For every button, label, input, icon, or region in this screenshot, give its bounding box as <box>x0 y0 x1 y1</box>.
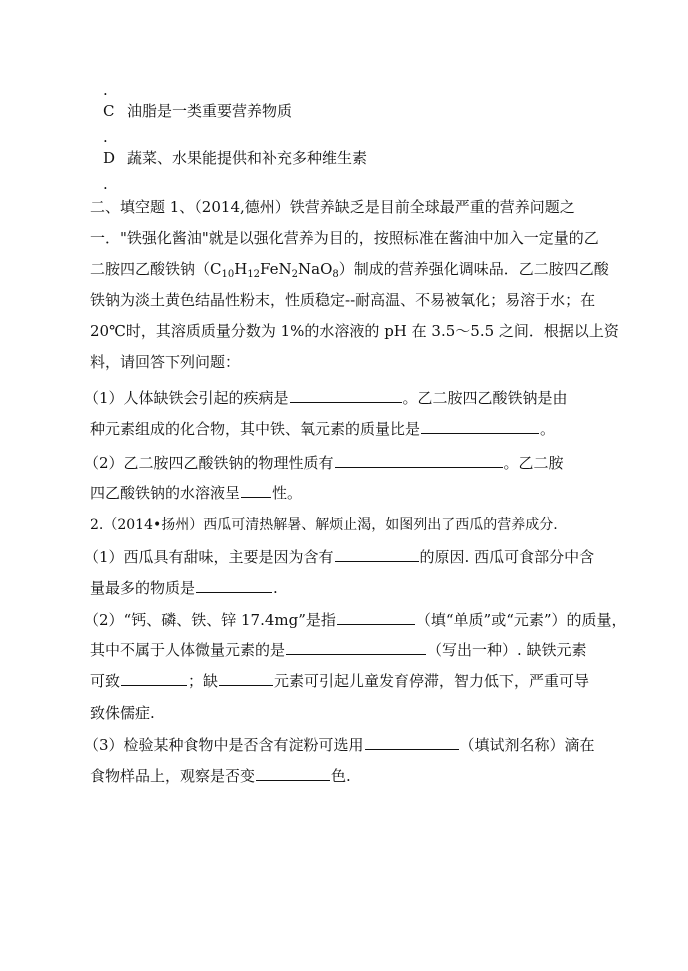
q2-part-3-line-2 <box>90 765 630 787</box>
answer-blank[interactable] <box>241 482 271 498</box>
q2-p3-c: 食物样品上，观察是否变 <box>90 767 256 785</box>
q2-part-2-line-4: 致侏儒症. <box>90 704 155 722</box>
answer-blank[interactable] <box>421 418 539 434</box>
q2-p3-d: 色. <box>331 767 351 785</box>
q1-s2-c: 四乙酸铁钠的水溶液呈 <box>90 484 241 502</box>
q2-p1-c: 量最多的物质是 <box>90 579 196 597</box>
q2-p3-b: （填试剂名称）滴在 <box>459 736 595 754</box>
q1-l3-sub-2: 12 <box>247 269 261 280</box>
q1-s1-d: 。 <box>540 420 556 438</box>
answer-blank[interactable] <box>337 609 415 625</box>
q2-p2-b: （填“单质”或“元素”）的质量， <box>415 611 627 629</box>
answer-blank[interactable] <box>335 452 503 468</box>
q1-l3-sub-3: 2 <box>291 269 299 280</box>
q2-p2-d: （写出一种）. 缺铁元素 <box>427 641 587 659</box>
q1-s2-b: 。乙二胺 <box>503 454 564 472</box>
q1-line-3 <box>90 258 630 280</box>
q1-s1-a: （1）人体缺铁会引起的疾病是 <box>84 389 289 407</box>
q2-part-2-line-1 <box>84 609 627 631</box>
q2-p2-e: 可致 <box>90 672 121 690</box>
answer-blank[interactable] <box>286 639 426 655</box>
option-separator-dot: . <box>103 128 108 146</box>
q1-s2-a: （2）乙二胺四乙酸铁钠的物理性质有 <box>84 454 334 472</box>
q2-p2-g: 元素可引起儿童发育停滞，智力低下，严重可导 <box>274 672 590 690</box>
q1-sub-1-line-1 <box>84 387 624 409</box>
q1-l3-c: FeN <box>260 260 292 278</box>
option-d-text: 蔬菜、水果能提供和补充多种维生素 <box>127 149 368 167</box>
q1-s2-d: 性。 <box>272 484 303 502</box>
q1-l3-d: NaO <box>298 260 333 278</box>
q2-header: 2.（2014•扬州）西瓜可清热解暑、解烦止渴，如图列出了西瓜的营养成分. <box>90 517 558 533</box>
q1-header: 二、填空题 1、（2014,德州）铁营养缺乏是目前全球最严重的营养问题之 <box>90 198 575 216</box>
option-separator-dot: . <box>103 175 108 193</box>
q1-l3-e: ）制成的营养强化调味品．乙二胺四乙酸 <box>338 260 609 278</box>
answer-blank[interactable] <box>196 577 272 593</box>
q2-part-1-line-2 <box>90 577 630 599</box>
answer-blank[interactable] <box>290 387 402 403</box>
q1-line-6: 料，请回答下列问题： <box>90 353 241 371</box>
answer-blank[interactable] <box>121 670 187 686</box>
q1-line-4: 铁钠为淡土黄色结晶性粉末，性质稳定--耐高温、不易被氧化；易溶于水；在 <box>90 291 596 309</box>
q2-p1-d: . <box>273 579 278 597</box>
q1-sub-2-line-1 <box>84 452 624 474</box>
option-separator-dot: . <box>103 81 108 99</box>
option-d-letter: D <box>103 149 116 167</box>
q1-sub-2-line-2 <box>90 482 630 504</box>
q1-l3-sub-4: 8 <box>332 269 339 280</box>
answer-blank[interactable] <box>365 734 459 750</box>
option-c-letter: C <box>103 102 115 120</box>
q2-p2-a: （2）“钙、磷、铁、锌 17.4mg”是指 <box>84 611 336 629</box>
option-c <box>103 100 292 122</box>
q1-s1-b: 。乙二胺四乙酸铁钠是由 <box>402 389 568 407</box>
q1-line-2: 一．"铁强化酱油"就是以强化营养为目的，按照标准在酱油中加入一定量的乙 <box>90 229 599 247</box>
q2-p3-a: （3）检验某种食物中是否含有淀粉可选用 <box>84 736 364 754</box>
option-d <box>103 147 367 169</box>
q2-p1-b: 的原因. 西瓜可食部分中含 <box>419 548 595 566</box>
answer-blank[interactable] <box>256 765 330 781</box>
answer-blank[interactable] <box>335 546 419 562</box>
q2-part-2-line-2 <box>90 639 630 661</box>
q1-l3-b: H <box>234 260 248 278</box>
q1-l3-sub-1: 10 <box>221 269 235 280</box>
answer-blank[interactable] <box>219 670 273 686</box>
q1-s1-c: 种元素组成的化合物，其中铁、氧元素的质量比是 <box>90 420 421 438</box>
q1-line-5: 20℃时，其溶质质量分数为 1%的水溶液的 pH 在 3.5～5.5 之间．根据以上资 <box>90 322 619 340</box>
q1-sub-1-line-2 <box>90 418 630 440</box>
q1-l3-a: 二胺四乙酸铁钠（C <box>90 260 222 278</box>
q2-part-2-line-3 <box>90 670 630 692</box>
q2-p2-f: ；缺 <box>188 672 219 690</box>
option-c-text: 油脂是一类重要营养物质 <box>127 102 293 120</box>
q2-part-3-line-1 <box>84 734 624 756</box>
q2-p1-a: （1）西瓜具有甜味，主要是因为含有 <box>84 548 334 566</box>
q2-part-1-line-1 <box>84 546 624 568</box>
q2-p2-c: 其中不属于人体微量元素的是 <box>90 641 286 659</box>
